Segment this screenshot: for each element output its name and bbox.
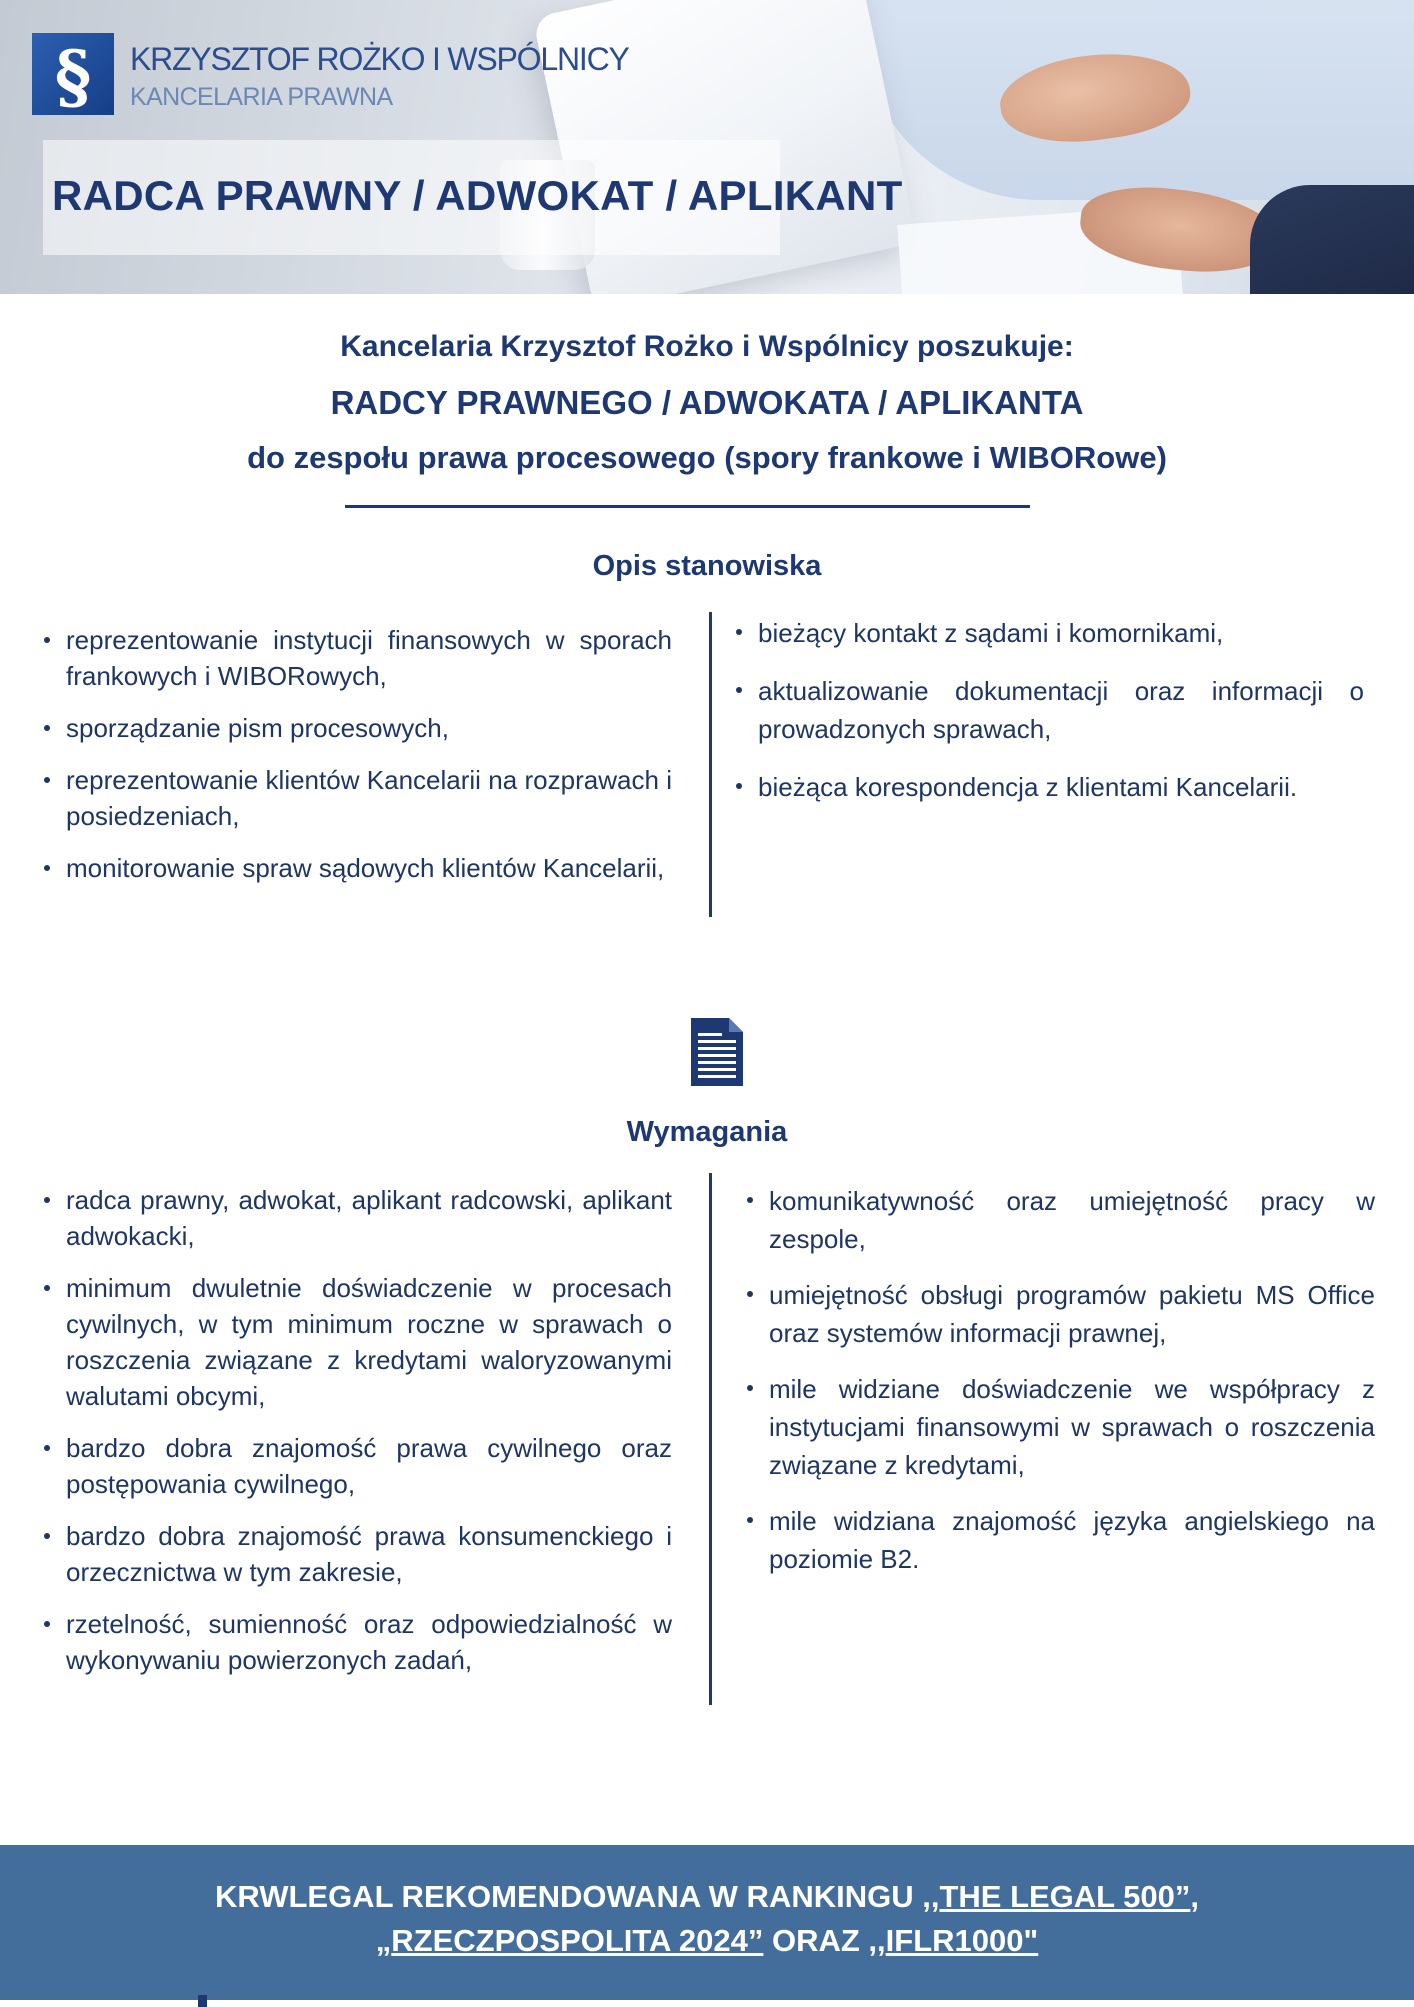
ranking-footer xyxy=(0,1845,1414,2000)
list-item: reprezentowanie klientów Kancelarii na rozprawach i posiedzeniach, xyxy=(38,762,672,834)
requirements-list-left xyxy=(38,1182,672,1694)
list-item: bardzo dobra znajomość prawa cywilnego oraz postępowania cywilnego, xyxy=(38,1430,672,1502)
paragraph-sign-icon xyxy=(32,33,114,115)
list-item: bieżący kontakt z sądami i komornikami, xyxy=(730,614,1364,652)
list-item: aktualizowanie dokumentacji oraz informacji o prowadzonych sprawach, xyxy=(730,672,1364,748)
ranking-middle: ORAZ ,, xyxy=(763,1923,886,1958)
list-item: sporządzanie pism procesowych, xyxy=(38,710,672,746)
horizontal-divider xyxy=(345,505,1030,508)
list-item: rzetelność, sumienność oraz odpowiedzialność w wykonywaniu powierzonych zadań, xyxy=(38,1606,672,1678)
ranking-quote-open: „ xyxy=(375,1923,392,1958)
logo-company-name: KRZYSZTOF ROŻKO I WSPÓLNICY xyxy=(130,41,629,77)
ranking-separator: , xyxy=(1190,1879,1200,1914)
intro-team-line: do zespołu prawa procesowego (spory frankowe i WIBORowe) xyxy=(247,440,1167,475)
list-item: bieżąca korespondencja z klientami Kancelarii. xyxy=(730,768,1364,806)
list-item: umiejętność obsługi programów pakietu MS Office oraz systemów informacji prawnej, xyxy=(741,1276,1375,1352)
hero-banner xyxy=(0,0,1414,294)
list-item: bardzo dobra znajomość prawa konsumenckiego i orzecznictwa w tym zakresie, xyxy=(38,1518,672,1590)
list-item: radca prawny, adwokat, aplikant radcowski, aplikant adwokacki, xyxy=(38,1182,672,1254)
vertical-divider xyxy=(709,612,712,917)
list-item: reprezentowanie instytucji finansowych w sporach frankowych i WIBORowych, xyxy=(38,622,672,694)
logo-subtitle: KANCELARIA PRAWNA xyxy=(130,83,393,111)
footer-mark xyxy=(198,1995,207,2007)
list-item: mile widziane doświadczenie we współpracy z instytucjami finansowymi w sprawach o roszczenia związane z kredytami, xyxy=(741,1370,1375,1484)
link-rzeczpospolita-2024[interactable]: RZECZPOSPOLITA 2024” xyxy=(391,1923,764,1958)
hero-photo-suit xyxy=(1250,185,1414,294)
link-iflr1000[interactable]: IFLR1000" xyxy=(885,1923,1039,1958)
svg-text:§: § xyxy=(54,35,92,115)
document-icon xyxy=(689,1018,745,1086)
vertical-divider xyxy=(709,1173,712,1705)
requirements-list-right xyxy=(741,1182,1375,1596)
list-item: mile widziana znajomość języka angielskiego na poziomie B2. xyxy=(741,1502,1375,1578)
section-heading-job-description: Opis stanowiska xyxy=(592,550,822,582)
link-legal-500[interactable]: THE LEGAL 500” xyxy=(939,1879,1191,1914)
list-item: minimum dwuletnie doświadczenie w procesach cywilnych, w tym minimum roczne w sprawach o roszczenia związane z kredytami waloryzowanymi walutami obcymi, xyxy=(38,1270,672,1414)
section-heading-requirements: Wymagania xyxy=(626,1116,788,1148)
intro-company-line: Kancelaria Krzysztof Rożko i Wspólnicy poszukuje: xyxy=(340,330,1074,363)
page-title: RADCA PRAWNY / ADWOKAT / APLIKANT xyxy=(52,172,903,219)
intro-position-line: RADCY PRAWNEGO / ADWOKATA / APLIKANTA xyxy=(330,384,1084,421)
ranking-prefix: KRWLEGAL REKOMENDOWANA W RANKINGU ,, xyxy=(214,1879,940,1914)
job-description-list-right xyxy=(730,614,1364,826)
list-item: komunikatywność oraz umiejętność pracy w zespole, xyxy=(741,1182,1375,1258)
ranking-text xyxy=(0,1875,1414,1963)
list-item: monitorowanie spraw sądowych klientów Kancelarii, xyxy=(38,850,672,886)
company-logo xyxy=(32,33,629,115)
job-description-list-left xyxy=(38,622,672,902)
